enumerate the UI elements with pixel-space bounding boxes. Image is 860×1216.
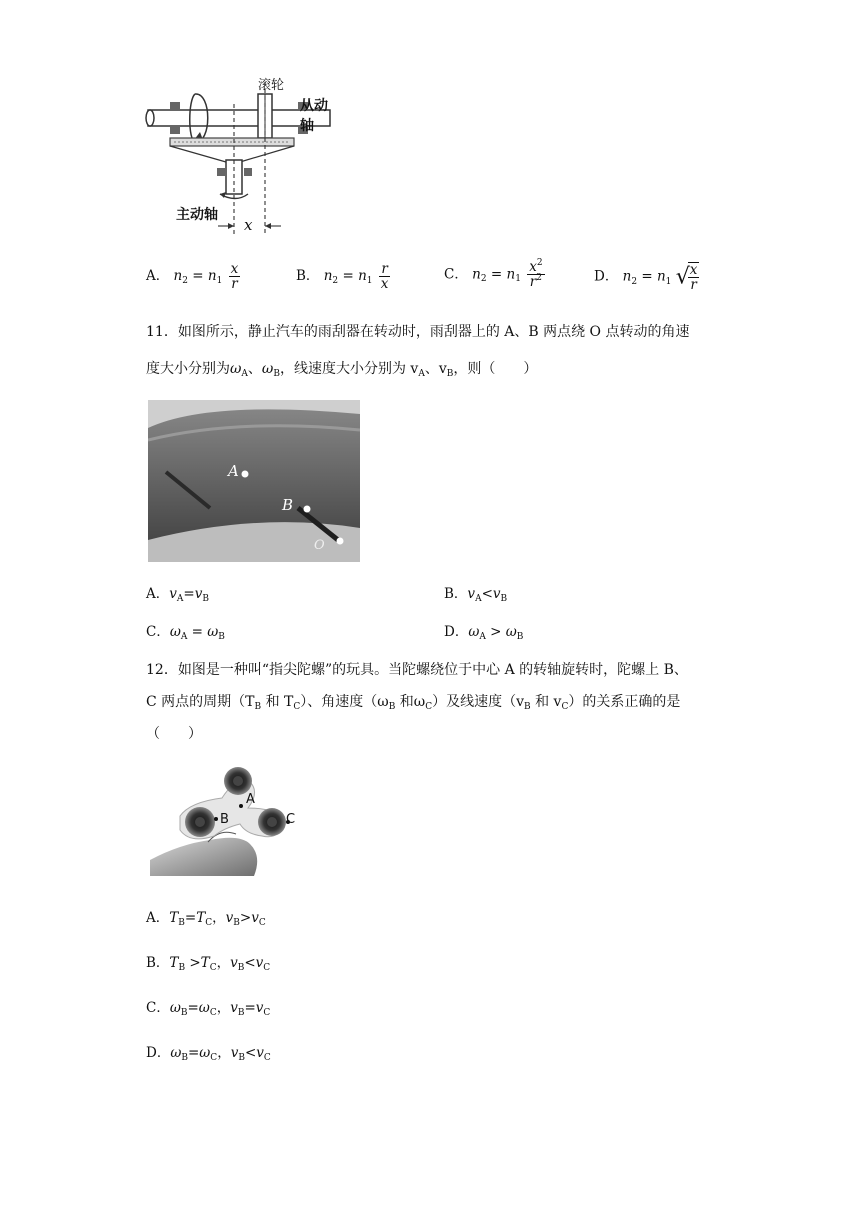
fraction: $\frac{x^2}{r^2}$ [529,258,543,291]
fraction: $\frac{x}{r}$ [689,262,698,294]
q10-option-c[interactable]: C． $n_2 = n_1$ $\frac{x^2}{r^2}$ [444,258,543,291]
driving-shaft-label: 主动轴 [176,207,218,223]
q12-option-a[interactable]: A．$T_B=T_C$，$v_B>v_C$ [146,910,266,928]
driven-shaft-label: 从动轴 [300,98,328,134]
wiper-photo [148,400,360,562]
point-a-marker [242,471,249,478]
q10-option-d[interactable]: D． $n_2 = n_1$ √ $\frac{x}{r}$ [594,262,698,294]
point-a-marker [239,804,243,808]
point-b-marker [214,817,218,821]
photo-label-b: B [282,496,294,514]
fraction: $\frac{x}{r}$ [230,261,239,293]
q11-option-c[interactable]: C．$\omega_A = \omega_B$ [146,624,225,642]
spinner-label-b: B [220,812,229,827]
point-b-marker [304,506,311,513]
q12-stem-line1: 12．如图是一种叫“指尖陀螺”的玩具。当陀螺绕位于中心 A 的转轴旋转时，陀螺上 B、 [146,662,688,678]
q12-option-b[interactable]: B．$T_B >T_C$，$v_B<v_C$ [146,955,271,973]
q12-stem-line2: C 两点的周期（$T_B$ 和 $T_C$）、角速度（$\omega_B$ 和$\omega_C$）及线速度（$v_B$ 和 $v_C$）的关系正确的是 [146,694,681,712]
x-dimension-label: x [244,216,253,234]
q10-option-b[interactable]: B． $n_2 = n_1$ $\frac{r}{x}$ [296,261,389,293]
sqrt-sign: √ [675,264,690,290]
spinner-label-c: C [286,812,296,827]
q10-option-a[interactable]: A． $n_2 = n_1$ $\frac{x}{r}$ [146,261,239,293]
q11-stem-line2: 度大小分别为$\omega_A$、$\omega_B$，线速度大小分别为 $v_A$、$v_B$，则（ ） [146,361,538,379]
fraction: $\frac{r}{x}$ [380,261,389,293]
q11-stem-line1: 11．如图所示，静止汽车的雨刮器在转动时，雨刮器上的 A、B 两点绕 O 点转动的角速 [146,324,690,340]
q11-option-b[interactable]: B．$v_A<v_B$ [444,586,508,604]
roller-label: 滚轮 [258,78,285,93]
point-o-marker [337,538,344,545]
spinner-photo [150,764,302,876]
q12-option-c[interactable]: C．$\omega_B=\omega_C$，$v_B=v_C$ [146,1000,271,1018]
photo-label-a: A [228,462,239,480]
spinner-label-a: A [246,792,255,807]
photo-label-o: O [314,538,325,553]
q11-option-d[interactable]: D．$\omega_A > \omega_B$ [444,624,524,642]
q12-option-d[interactable]: D．$\omega_B=\omega_C$，$v_B<v_C$ [146,1045,271,1063]
q11-option-a[interactable]: A．$v_A=v_B$ [146,586,209,604]
q12-stem-line3: （ ） [146,726,202,742]
figure-roller-shafts [140,72,340,242]
windshield-illustration [148,400,360,562]
